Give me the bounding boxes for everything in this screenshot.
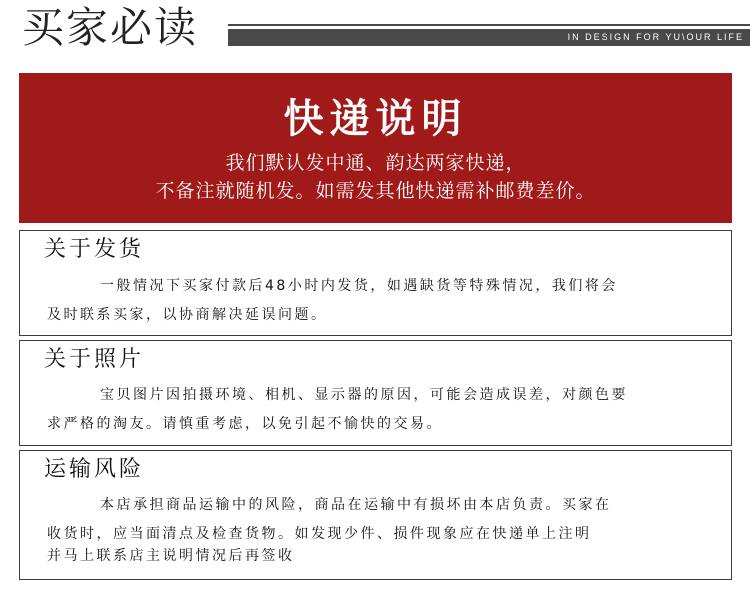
page-title: 买家必读 [22, 3, 199, 52]
section-text-line: 一般情况下买家付款后48小时内发货，如遇缺货等特殊情况，我们将会 [100, 278, 618, 294]
banner-line-2: 不备注就随机发。如需发其他快递需补邮费差价。 [155, 180, 596, 202]
section-text-line: 本店承担商品运输中的风险，商品在运输中有损坏由本店负责。买家在 [100, 497, 612, 513]
section-shipping [19, 230, 732, 336]
section-title: 关于发货 [44, 237, 145, 262]
section-transport-risk [19, 450, 732, 580]
banner-line-1: 我们默认发中通、韵达两家快递， [225, 152, 526, 174]
section-text-line: 宝贝图片因拍摄环境、相机、显示器的原因，可能会造成误差，对颜色要 [100, 387, 628, 403]
section-photos [19, 340, 732, 446]
section-title: 关于照片 [44, 347, 145, 372]
header-divider-line [228, 24, 750, 26]
shipping-banner [19, 73, 732, 223]
header-tagline: IN DESIGN FOR YU\OUR LIFE [567, 32, 744, 42]
section-title: 运输风险 [44, 457, 145, 482]
section-text-line: 及时联系买家，以协商解决延误问题。 [47, 307, 328, 323]
section-text-line: 并马上联系店主说明情况后再签收 [47, 548, 295, 564]
header-bar [228, 29, 750, 46]
section-text-line: 收货时，应当面清点及检查货物。如发现少件、损件现象应在快递单上注明 [47, 526, 592, 542]
banner-title: 快递说明 [283, 96, 468, 142]
section-text-line: 求严格的淘友。请慎重考虑，以免引起不愉快的交易。 [47, 416, 443, 432]
